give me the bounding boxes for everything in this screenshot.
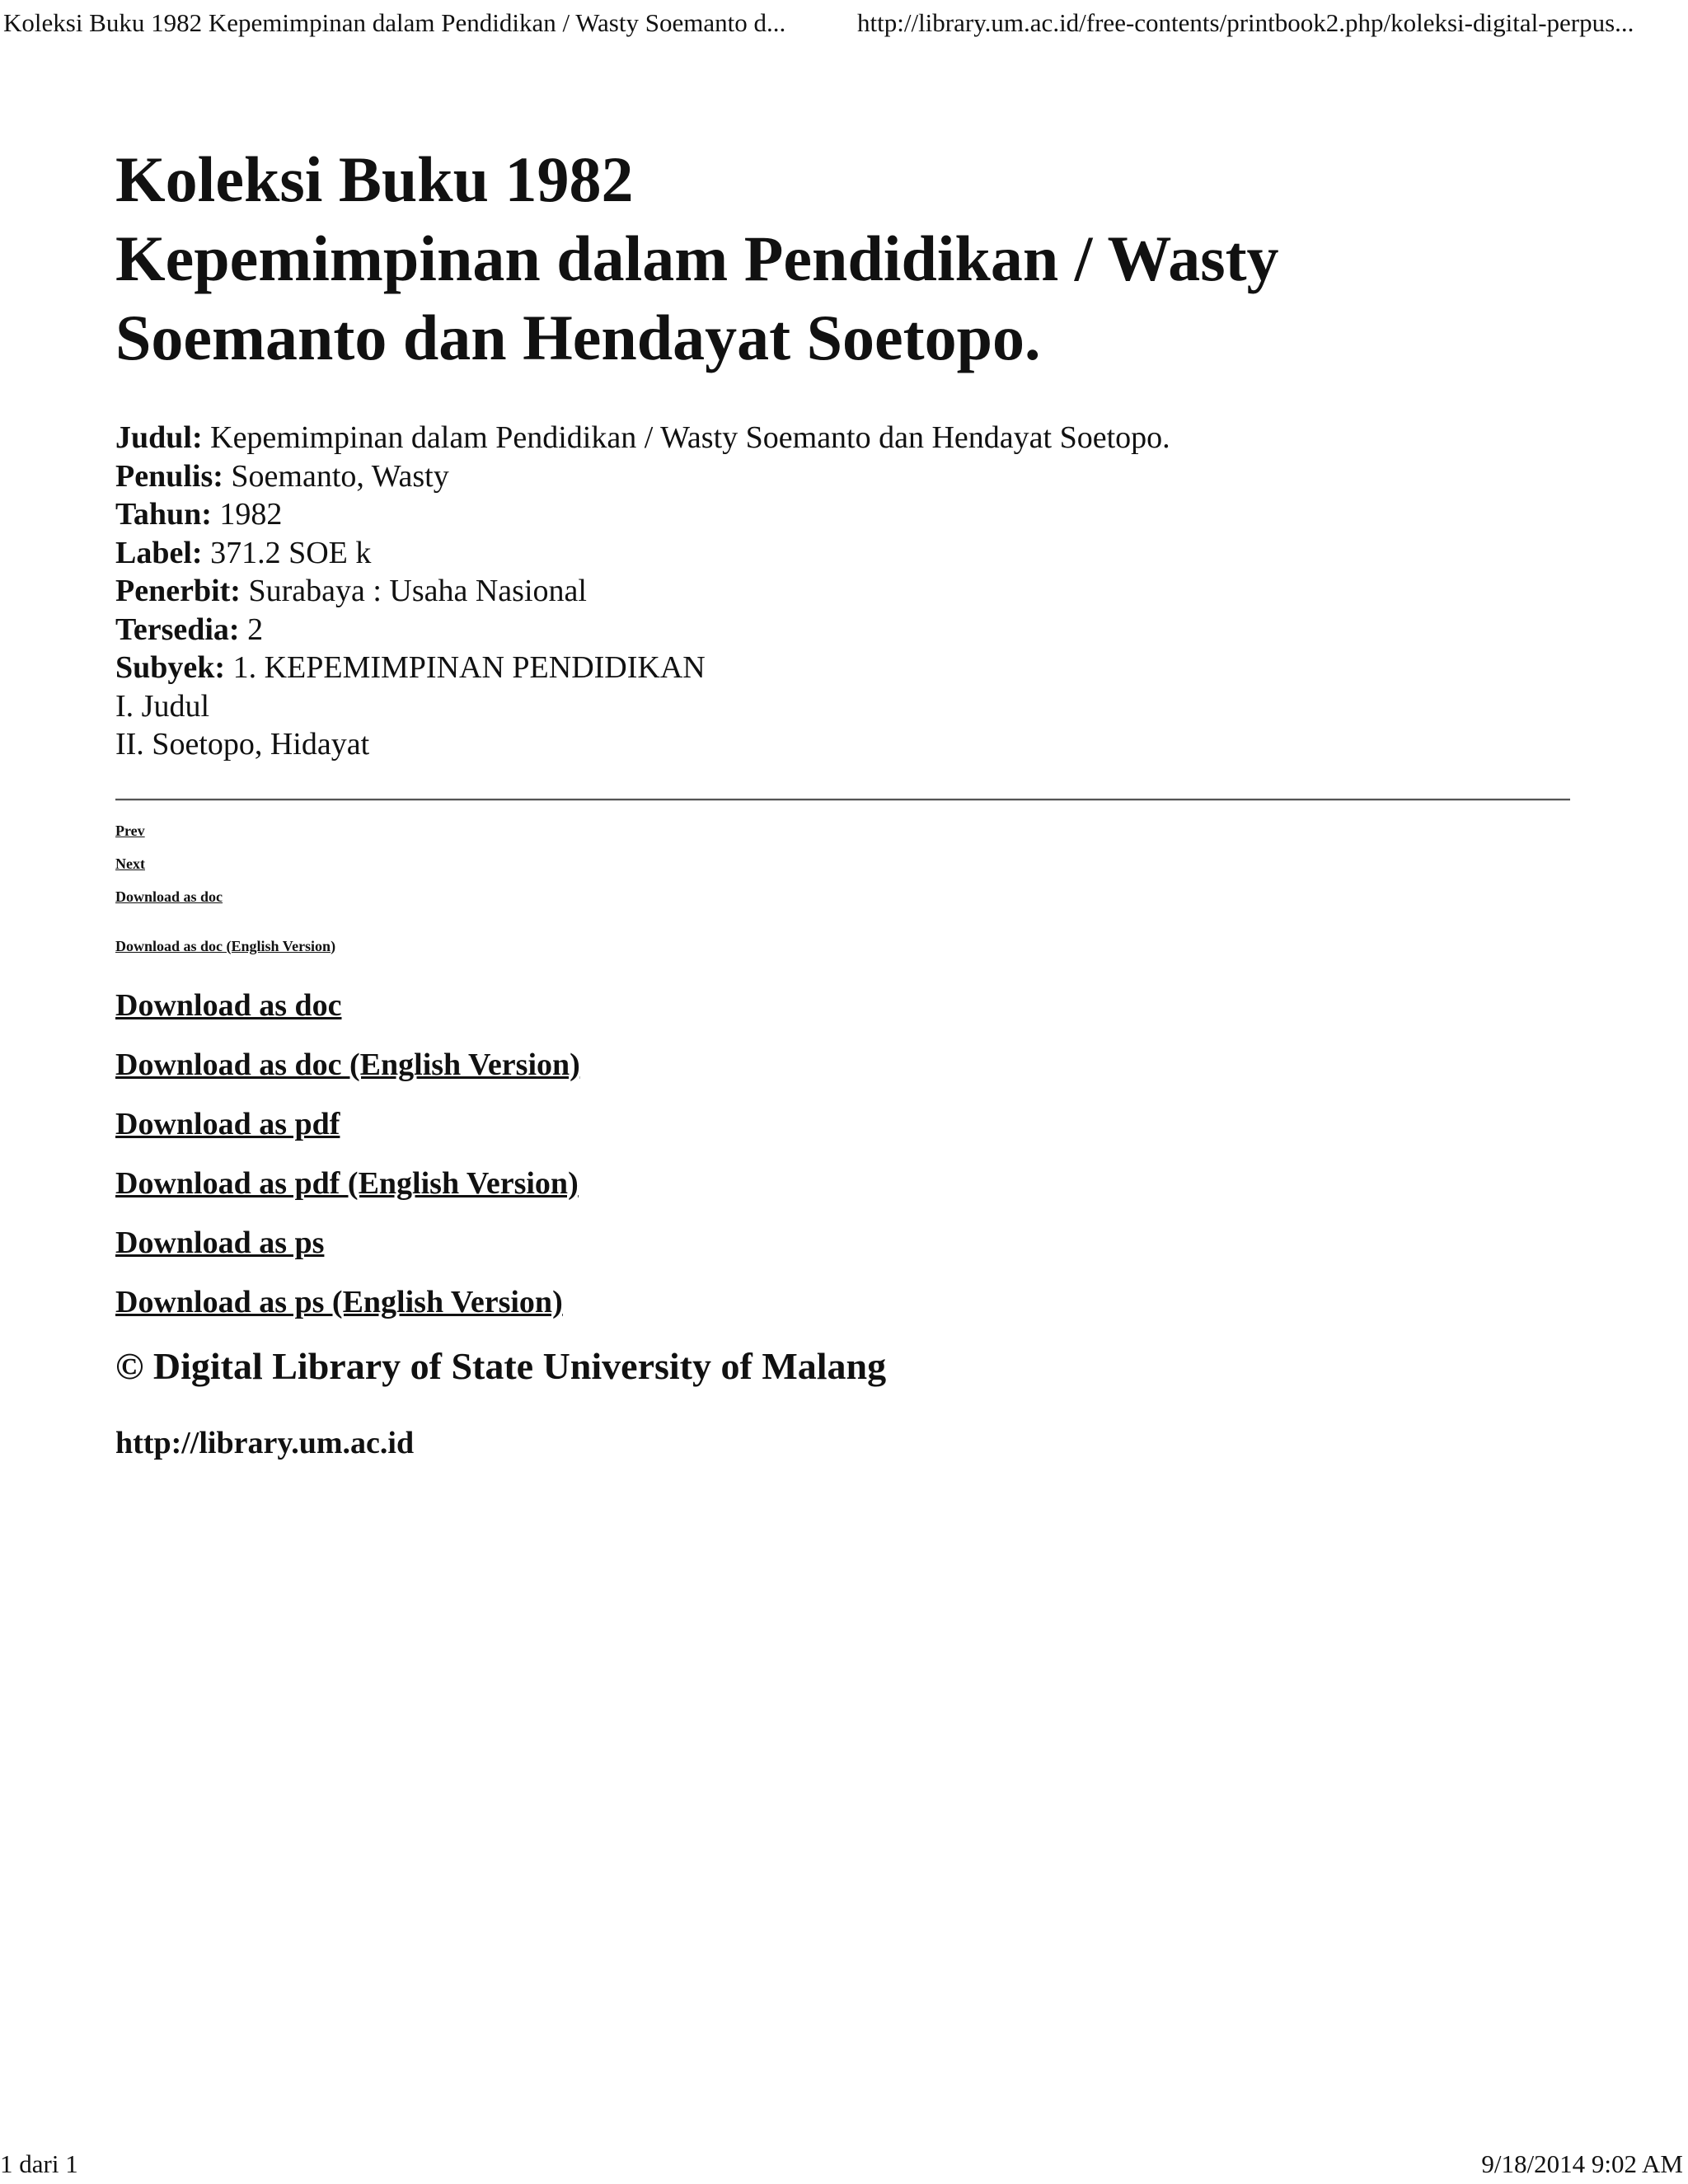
prev-link[interactable]: Prev (115, 822, 145, 839)
copyright-notice: © Digital Library of State University of Malang (115, 1344, 887, 1387)
download-doc-english-link[interactable]: Download as doc (English Version) (115, 1047, 580, 1082)
horizontal-divider (115, 799, 1570, 801)
meta-value-tahun: 1982 (211, 497, 283, 532)
meta-row-subyek (115, 649, 1570, 687)
meta-row-tersedia (115, 611, 1570, 649)
download-ps-english-link[interactable]: Download as ps (English Version) (115, 1284, 563, 1319)
meta-label-tersedia: Tersedia: (115, 612, 240, 647)
print-footer (0, 2148, 1688, 2181)
print-header-url: http://library.um.ac.id/free-contents/printbook2.php/koleksi-digital-perpus... (857, 8, 1634, 37)
book-metadata (115, 419, 1570, 764)
meta-label-judul: Judul: (115, 420, 203, 455)
meta-row-extra-2: II. Soetopo, Hidayat (115, 727, 370, 762)
meta-row-extra-1: I. Judul (115, 688, 209, 724)
download-pdf-english-link[interactable]: Download as pdf (English Version) (115, 1165, 579, 1201)
meta-row-penulis (115, 457, 1570, 496)
page-title-line-1: Koleksi Buku 1982 (115, 143, 634, 215)
meta-value-label: 371.2 SOE k (202, 535, 372, 570)
meta-value-subyek: 1. KEPEMIMPINAN PENDIDIKAN (225, 650, 706, 685)
page-number: 1 dari 1 (0, 2149, 78, 2178)
meta-label-label: Label: (115, 535, 203, 570)
print-datetime: 9/18/2014 9:02 AM (1481, 2149, 1683, 2178)
page-content (115, 140, 1570, 1462)
meta-value-penulis: Soemanto, Wasty (223, 458, 449, 494)
meta-value-judul: Kepemimpinan dalam Pendidikan / Wasty Soemanto dan Hendayat Soetopo. (202, 420, 1170, 455)
download-links (115, 987, 1570, 1320)
download-ps-link[interactable]: Download as ps (115, 1225, 325, 1260)
page-title-line-3: Soemanto dan Hendayat Soetopo. (115, 302, 1041, 373)
meta-row-label (115, 534, 1570, 573)
next-link[interactable]: Next (115, 855, 145, 872)
meta-row-penerbit (115, 572, 1570, 611)
meta-label-penulis: Penulis: (115, 458, 223, 494)
small-download-doc-english-link[interactable]: Download as doc (English Version) (115, 937, 336, 954)
meta-label-tahun: Tahun: (115, 497, 212, 532)
page-title-line-2: Kepemimpinan dalam Pendidikan / Wasty (115, 223, 1279, 294)
meta-label-subyek: Subyek: (115, 650, 226, 685)
download-doc-link[interactable]: Download as doc (115, 987, 342, 1023)
meta-row-tahun (115, 495, 1570, 534)
meta-value-tersedia: 2 (239, 612, 264, 647)
site-url: http://library.um.ac.id (115, 1425, 415, 1460)
download-pdf-link[interactable]: Download as pdf (115, 1106, 340, 1141)
small-download-doc-link[interactable]: Download as doc (115, 888, 223, 905)
print-header-title: Koleksi Buku 1982 Kepemimpinan dalam Pendidikan / Wasty Soemanto d... (3, 8, 786, 37)
meta-row-judul (115, 419, 1570, 457)
meta-value-penerbit: Surabaya : Usaha Nasional (240, 574, 587, 608)
small-links-nav (115, 823, 1570, 954)
print-header (0, 7, 1688, 40)
meta-label-penerbit: Penerbit: (115, 574, 241, 608)
